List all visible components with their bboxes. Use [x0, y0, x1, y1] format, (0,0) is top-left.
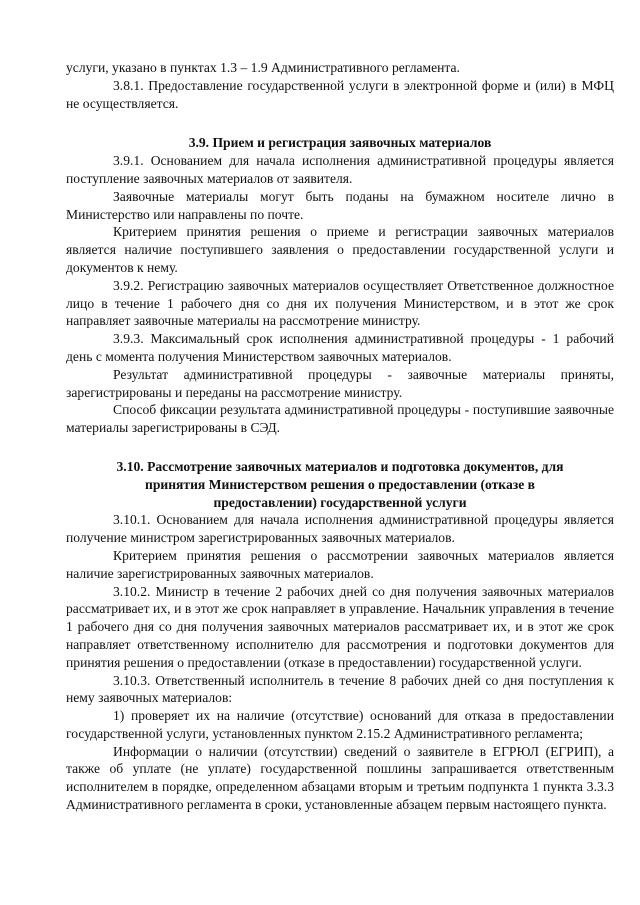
heading-line: принятия Министерством решения о предоставлении (отказе в	[145, 476, 535, 492]
paragraph-3-9-2: 3.9.2. Регистрацию заявочных материалов осуществляет Ответственное должностное лицо в течение 1 рабочего дня со дня их получения Министерством, и в этот же срок направляет заявочные материалы на рассмотрение министру.	[66, 277, 614, 329]
list-item-1: 1) проверяет их на наличие (отсутствие) оснований для отказа в предоставлении государственной услуги, установленных пунктом 2.15.2 Административного регламента;	[66, 708, 614, 741]
paragraph-result: Результат административной процедуры - заявочные материалы приняты, зарегистрированы и переданы на рассмотрение министру.	[66, 366, 614, 400]
paragraph-3-9-3: 3.9.3. Максимальный срок исполнения административной процедуры - 1 рабочий день с момента получения Министерством заявочных материалов.	[66, 331, 614, 364]
paragraph-3-8-1: 3.8.1. Предоставление государственной услуги в электронной форме и (или) в МФЦ не осуществляется.	[66, 77, 614, 111]
paragraph-criterion-3-10: Критерием принятия решения о рассмотрении заявочных материалов является наличие зарегистрированных заявочных материалов.	[66, 547, 614, 581]
paragraph-criterion: Критерием принятия решения о приеме и регистрации заявочных материалов является наличие поступившего заявления о предоставлении государственной услуги и документов к нему.	[66, 224, 614, 275]
paragraph-3-9-1: 3.9.1. Основанием для начала исполнения административной процедуры является поступление заявочных материалов от заявителя.	[66, 153, 614, 186]
paragraph-fixation: Способ фиксации результата административной процедуры - поступившие заявочные материалы зарегистрированы в СЭД.	[66, 402, 614, 436]
heading-line: 3.10. Рассмотрение заявочных материалов и подготовка документов, для	[116, 458, 564, 474]
paragraph-3-10-2: 3.10.2. Министр в течение 2 рабочих дней со дня получения заявочных материалов рассматривает их, и в этот же срок направляет в управление. Начальник управления в течение 1 рабочего дня со дня получения заявочных материалов рассматривает их, и в этот же срок направляет ответственному исполнителю для рассмотрения и подготовки документов для принятия решения о предоставлении (отказе в предоставлении) государственной услуги.	[66, 583, 614, 670]
paragraph-continuation: услуги, указано в пунктах 1.3 – 1.9 Административного регламента.	[66, 60, 460, 75]
paragraph-submission: Заявочные материалы могут быть поданы на бумажном носителе лично в Министерство или направлены по почте.	[66, 188, 614, 222]
paragraph-3-10-3: 3.10.3. Ответственный исполнитель в течение 8 рабочих дней со дня поступления к нему заявочных материалов:	[66, 672, 614, 706]
section-heading-3-10	[66, 458, 614, 511]
paragraph-3-10-1: 3.10.1. Основанием для начала исполнения административной процедуры является получение министром зарегистрированных заявочных материалов.	[66, 512, 614, 546]
document-page	[66, 59, 614, 814]
section-heading-3-9: 3.9. Прием и регистрация заявочных материалов	[188, 135, 492, 151]
paragraph-egrul: Информации о наличии (отсутствии) сведений о заявителе в ЕГРЮЛ (ЕГРИП), а также об уплате (не уплате) государственной пошлины запрашивается ответственным исполнителем в порядке, определенном абзацами вторым и третьим подпункта 1 пункта 3.3.3 Административного регламента в сроки, установленные абзацем первым настоящего пункта.	[66, 743, 614, 813]
heading-line: предоставлении) государственной услуги	[213, 494, 467, 510]
